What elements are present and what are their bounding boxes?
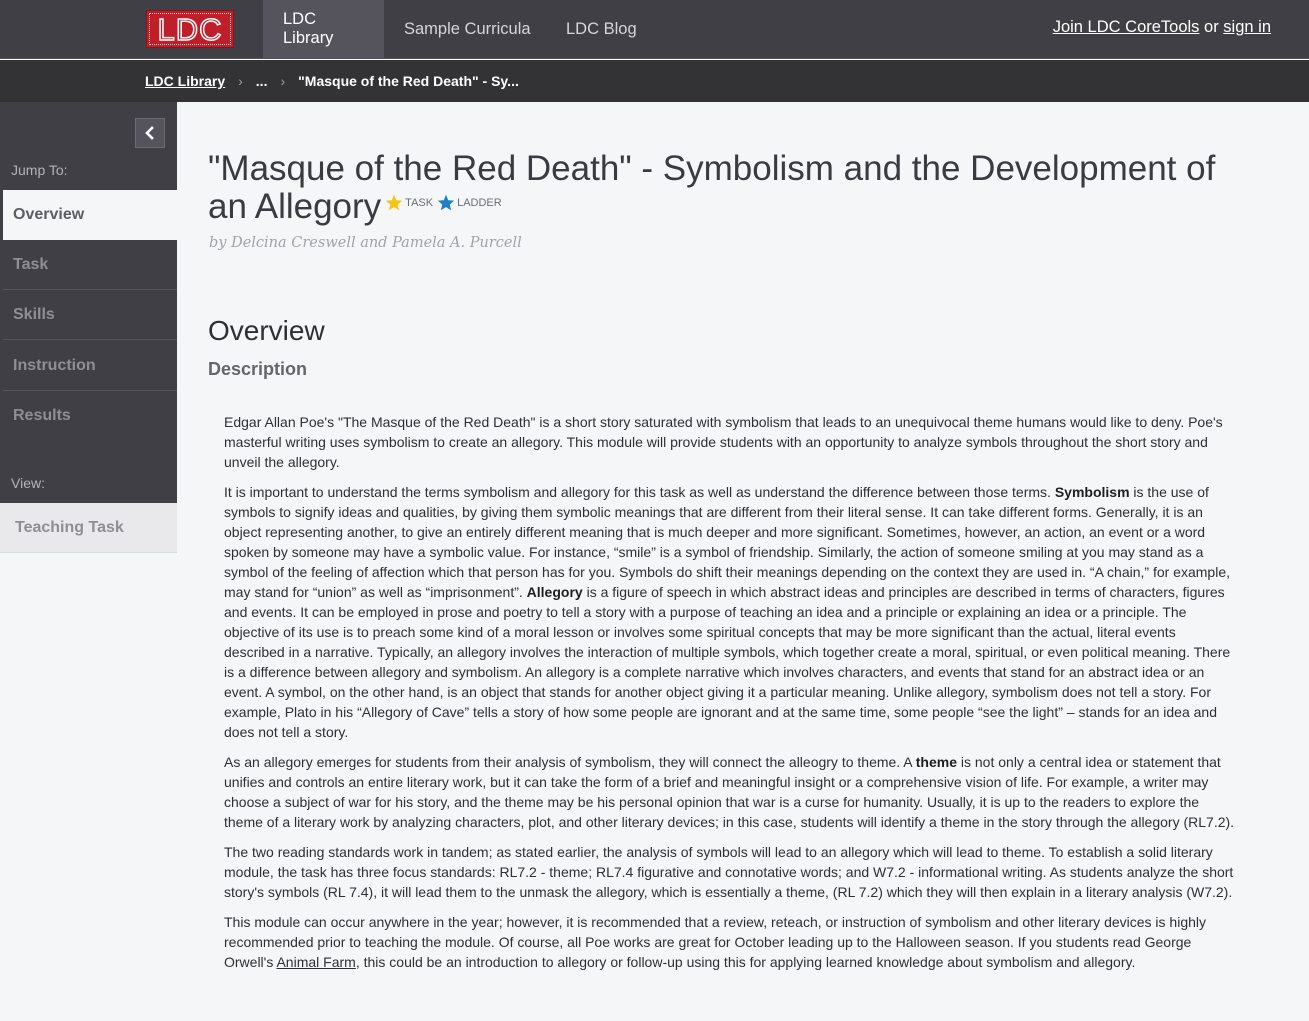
author-byline: by Delcina Creswell and Pamela A. Purcell: [209, 234, 522, 251]
paragraph-text: , this could be an introduction to allegory or follow-up using this for applying learned knowledge about symbolism and allegory.: [355, 953, 1136, 970]
sign-in-link[interactable]: sign in: [1223, 18, 1271, 36]
description-body: [224, 412, 1236, 972]
breadcrumb-separator-icon: ›: [238, 73, 243, 89]
task-badge: [385, 184, 433, 222]
paragraph-text: This module can occur anywhere in the year; however, it is recommended that a review, reteach, or instruction of symbolism and other literary devices is highly recommended prior to teaching the module. Of course, all Poe works are great for October leading up to the Halloween season. If you students read George Orwell's: [224, 913, 1207, 970]
animal-farm-link[interactable]: Animal Farm: [276, 953, 356, 970]
term-symbolism: Symbolism: [1054, 483, 1130, 500]
breadcrumb-ellipsis[interactable]: ...: [255, 73, 268, 89]
paragraph-text: is not only a central idea or statement that unifies and controls an entire literary work, but it can take the form of a brief and meaningful insight or a comprehensive vision of life. For example, a writer may choose a subject of war for his story, and the theme may be his personal opinion that war is a curse for humanity. Usually, it is up to the readers to explore the theme of a literary work by analyzing characters, plot, and other literary devices; in this case, students will identify a theme in the story through the allegory (RL7.2).: [224, 753, 1235, 830]
term-allegory: Allegory: [526, 583, 583, 600]
nav-tab-sample-curricula[interactable]: Sample Curricula: [404, 19, 531, 38]
view-option-teaching-task[interactable]: Teaching Task: [0, 503, 177, 553]
paragraph-text: is the use of symbols to signify ideas and qualities, by giving them symbolic meanings that are different from their literal sense. It can take different forms. Generally, it is an object representing another, to give an entirely different meaning that is much deeper and more significant. Sometimes, however, an action, an event or a word spoken by someone may have a symbolic value. For instance, “smile” is a symbol of friendship. Similarly, the action of someone smiling at you may stand as a symbol of the feeling of affection which that person has for you. Symbols do shift their meanings depending on the context they are used in. “A chain,” for example, may stand for “union” as well as “imprisonment”.: [224, 483, 1230, 600]
page-title: [208, 150, 1258, 228]
term-theme: theme: [915, 753, 957, 770]
description-paragraph: [224, 752, 1236, 832]
sidebar-item-instruction[interactable]: Instruction: [3, 341, 177, 391]
star-icon: [437, 194, 455, 211]
nav-tab-ldc-library[interactable]: LDC Library: [263, 0, 384, 58]
breadcrumb-ldc-library[interactable]: LDC Library: [145, 73, 226, 89]
page-title-text: "Masque of the Red Death" - Symbolism and the Development of an Allegory: [208, 149, 1216, 226]
sidebar-item-skills[interactable]: Skills: [3, 290, 177, 340]
task-badge-label: TASK: [405, 196, 434, 209]
or-text: or: [1204, 18, 1219, 36]
view-label: View:: [11, 475, 45, 491]
nav-tab-ldc-blog[interactable]: LDC Blog: [566, 19, 637, 38]
paragraph-text: is a figure of speech in which abstract ideas and principles are described in terms of characters, figures and events. It can be employed in prose and poetry to tell a story with a purpose of teaching an idea and a principle or explaining an idea or a principle. The objective of its use is to preach some kind of a moral lesson or involves some spiritual concepts that may be more significant than the actual, literal events described in a narrative. Typically, an allegory involves the interaction of multiple symbols, which together create a moral, spiritual, or even political meaning. There is a difference between allegory and symbolism. An allegory is a complete narrative which involves characters, and events that stand for an abstract idea or an event. A symbol, on the other hand, is an object that stands for another object giving it a particular meaning. Unlike allegory, symbolism does not tell a story. For example, Plato in his “Allegory of Cave” tells a story of how some people are ignorant and at the same time, some people “see the light” – stands for an idea and does not tell a story.: [224, 583, 1231, 740]
sidebar-item-task[interactable]: Task: [3, 240, 177, 290]
description-paragraph: [224, 912, 1236, 972]
description-paragraph: The two reading standards work in tandem; as stated earlier, the analysis of symbols will lead to an allegory which will lead to theme. To establish a solid literary module, the task has three focus standards: RL7.2 - theme; RL7.4 figurative and connotative words; and W7.2 - informational writing. As students analyze the short story's symbols (RL 7.4), it will lead them to the unmask the allegory, which is essentially a theme, (RL 7.2) which they will then explain in a literary analysis (W7.2).: [224, 843, 1234, 900]
auth-links: [1053, 18, 1271, 37]
star-icon: [385, 194, 403, 211]
jump-to-label: Jump To:: [11, 162, 68, 178]
ldc-logo[interactable]: [146, 10, 234, 48]
description-paragraph: [224, 482, 1236, 742]
sidebar: [0, 102, 177, 503]
ladder-badge: [437, 184, 502, 222]
top-navigation-bar: [0, 0, 1309, 59]
collapse-sidebar-button[interactable]: [135, 118, 165, 148]
paragraph-text: It is important to understand the terms symbolism and allegory for this task as well as understand the difference between those terms.: [224, 483, 1055, 500]
logo-text: LDC: [149, 13, 231, 45]
ladder-badge-label: LADDER: [457, 196, 502, 209]
breadcrumb: [0, 60, 1309, 102]
subsection-title-description: Description: [208, 358, 308, 379]
breadcrumb-separator-icon: ›: [280, 73, 286, 89]
sidebar-item-overview[interactable]: Overview: [3, 190, 177, 240]
chevron-left-icon: [144, 126, 156, 140]
sidebar-item-results[interactable]: Results: [13, 407, 71, 424]
paragraph-text: As an allegory emerges for students from their analysis of symbolism, they will connect the alleogry to theme. A: [224, 753, 916, 770]
join-coretools-link[interactable]: Join LDC CoreTools: [1052, 18, 1200, 36]
section-title-overview: Overview: [208, 314, 325, 346]
description-paragraph: Edgar Allan Poe's "The Masque of the Red Death" is a short story saturated with symbolism that leads to an unequivocal theme humans would like to deny. Poe's masterful writing uses symbolism to create an allegory. This module will provide students with an opportunity to analyze symbols throughout the short story and unveil the allegory.: [224, 413, 1223, 470]
main-content: [208, 150, 1258, 982]
breadcrumb-current: "Masque of the Red Death" - Sy...: [298, 73, 519, 89]
